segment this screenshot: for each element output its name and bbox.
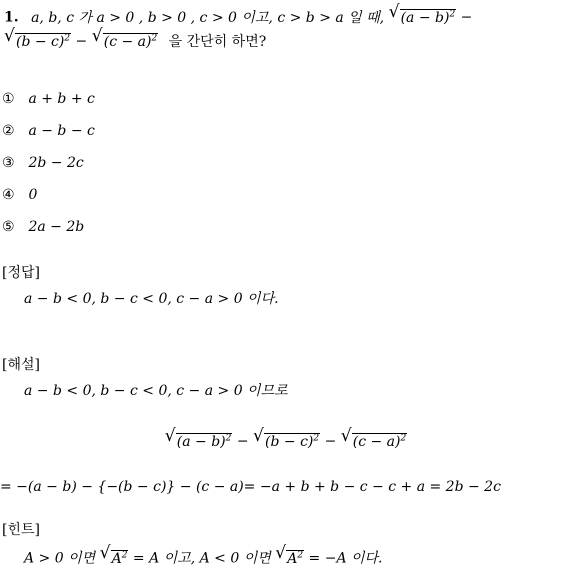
answer-heading: [정답] — [2, 265, 40, 281]
minus-sign: − — [324, 433, 337, 450]
hint-part-3: = −A 이다. — [308, 550, 383, 567]
option-marker: ⑤ — [2, 219, 15, 235]
option-text: a + b + c — [28, 91, 95, 107]
hint-part-2: = A 이고, A < 0 이면 — [132, 550, 271, 567]
sqrt-c-minus-a: √ $(c - a)^2$ — [341, 428, 407, 452]
option-text: 2b − 2c — [28, 155, 84, 171]
option-5[interactable] — [2, 217, 84, 237]
sqrt-a-squared: √ $A^2$ — [100, 545, 129, 569]
explanation-expression — [0, 428, 572, 452]
answer-body: a − b < 0, b − c < 0, c − a > 0 이다. — [24, 291, 279, 307]
sqrt-b-minus-c: √ $(b - c)^2$ — [253, 428, 320, 452]
explanation-body: a − b < 0, b − c < 0, c − a > 0 이므로 — [24, 383, 288, 399]
minus-sign: − — [75, 33, 88, 50]
hint-heading: [힌트] — [2, 522, 40, 538]
minus-sign: − — [236, 433, 249, 450]
sqrt-a-minus-b: √ $(a - b)^2$ — [389, 4, 457, 28]
option-2[interactable] — [2, 121, 95, 141]
sqrt-a-squared: √ $A^2$ — [275, 545, 304, 569]
option-text: 0 — [28, 187, 38, 203]
question-number: 1. — [4, 9, 19, 26]
option-marker: ③ — [2, 155, 15, 171]
minus-sign: − — [460, 9, 473, 26]
option-4[interactable] — [2, 185, 37, 205]
option-marker: ② — [2, 123, 15, 139]
option-text: 2a − 2b — [28, 219, 85, 235]
option-1[interactable] — [2, 89, 95, 109]
option-3[interactable] — [2, 153, 84, 173]
hint-body — [24, 545, 383, 569]
hint-part-1: A > 0 이면 — [24, 550, 96, 567]
option-marker: ① — [2, 91, 15, 107]
explanation-result: = −(a − b) − {−(b − c)} − (c − a)= −a + b + b − c − c + a = 2b − 2c — [0, 479, 501, 495]
sqrt-a-minus-b: √ $(a - b)^2$ — [165, 428, 233, 452]
question-prompt: 을 간단히 하면? — [168, 33, 267, 50]
question-line-2 — [4, 28, 266, 52]
sqrt-b-minus-c: √ $(b - c)^2$ — [4, 28, 71, 52]
sqrt-c-minus-a: √ $(c - a)^2$ — [92, 28, 158, 52]
explanation-heading: [해설] — [2, 357, 40, 373]
question-line-1 — [4, 4, 472, 28]
option-marker: ④ — [2, 187, 15, 203]
option-text: a − b − c — [28, 123, 95, 139]
question-conditions: a, b, c 가 a > 0 , b > 0 , c > 0 이고, c > b > a 일 때, — [31, 9, 385, 26]
